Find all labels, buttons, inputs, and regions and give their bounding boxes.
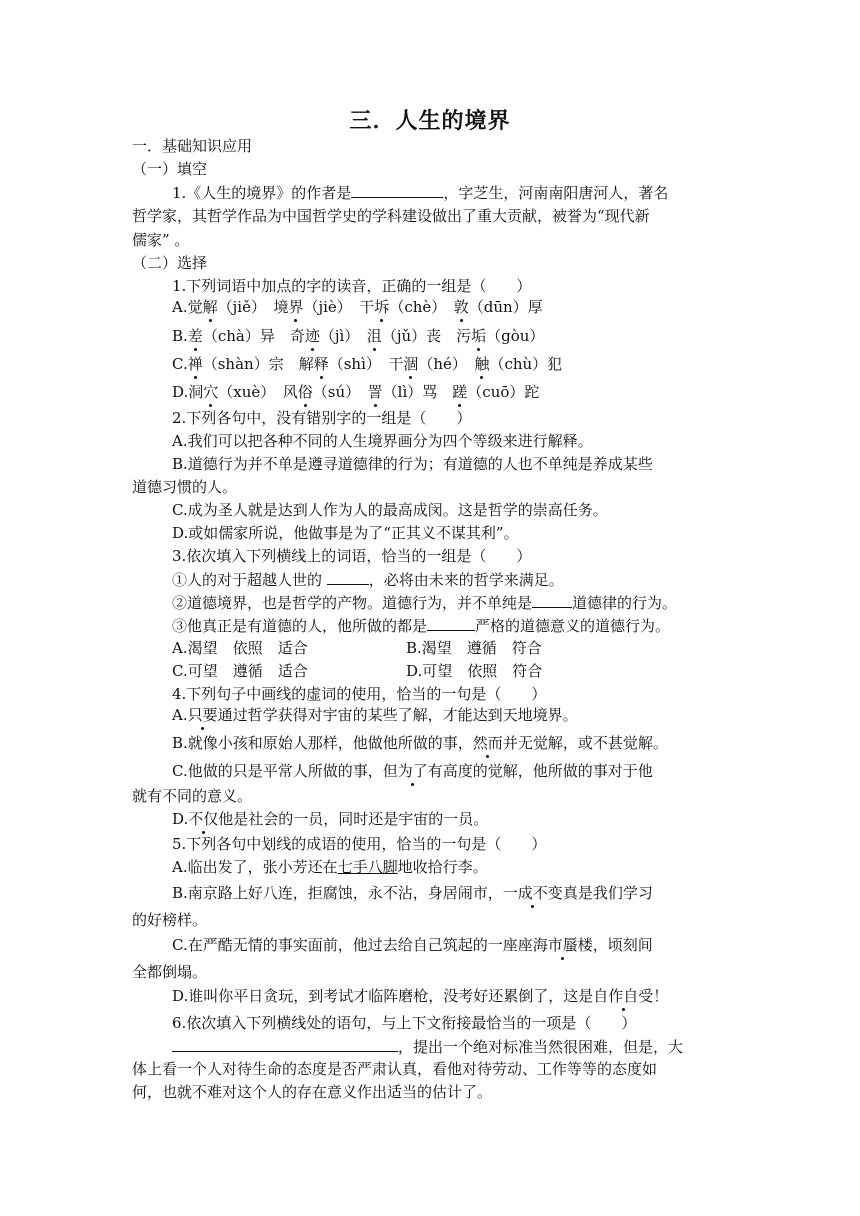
q6-line-1: ，提出一个绝对标准当然很困难，但是，大	[172, 1036, 683, 1057]
q5-option-d: D.谁叫你平日贪玩，到考试才临阵磨枪，没考好还累倒了，这是自作自受！	[172, 987, 669, 1005]
q1-option-b: B.差（chà）异 奇迹（jì） 沮（jǔ）丧 污垢（gòu）	[172, 327, 545, 345]
q5-option-b-cont: 的好榜样。	[132, 911, 208, 929]
q1-option-a: A.觉解（jiě） 境界（jiè） 干坼（chè） 敦（dūn）厚	[172, 298, 543, 316]
q1-option-d: D.洞穴（xuè） 风俗（sú） 詈（lì）骂 蹉（cuō）跎	[172, 383, 540, 401]
q2-option-b: B.道德行为并不单是遵寻道德律的行为；有道德的人也不单纯是养成某些	[172, 455, 653, 473]
q3-sentence-3: ③他真正是有道德的人，他所做的都是 严格的道德意义的道德行为。	[172, 617, 671, 635]
subsection-fill: （一）填空	[132, 160, 208, 178]
answer-blank[interactable]	[327, 569, 369, 585]
q5-option-c: C.在严酷无情的事实面前，他过去给自己筑起的一座座海市蜃楼，顷刻间	[172, 936, 653, 954]
q5-option-b: B.南京路上好八连，拒腐蚀，永不沾，身居闹市，一成不变真是我们学习	[172, 884, 653, 902]
q6-line-2: 体上看一个人对待生命的态度是否严肃认真，看他对待劳动、工作等等的态度如	[132, 1060, 658, 1078]
q3-option-b: B.渴望 遵循 符合	[406, 639, 542, 657]
q2-option-d: D.或如儒家所说，他做事是为了“正其义不谋其利”。	[172, 524, 519, 542]
q5-option-c-cont: 全都倒塌。	[132, 963, 208, 981]
fill-question-line-1: 1.《人生的境界》的作者是 ，字芝生，河南南阳唐河人，著名	[172, 184, 669, 202]
q2-option-c: C.成为圣人就是达到人作为人的最高成闵。这是哲学的崇高任务。	[172, 501, 608, 519]
q3-stem: 3.依次填入下列横线上的词语，恰当的一组是（ ）	[172, 547, 532, 565]
q1-option-c: C.禅（shàn）宗 解释（shì） 干涸（hé） 触（chù）犯	[172, 355, 563, 373]
q3-option-d: D.可望 依照 符合	[406, 662, 543, 680]
answer-blank[interactable]	[172, 1036, 398, 1052]
q5-option-a: A.临出发了，张小芳还在七手八脚地收拾行李。	[172, 858, 488, 876]
q4-option-d: D.不仅他是社会的一员，同时还是宇宙的一员。	[172, 810, 489, 828]
q1-stem: 1.下列词语中加点的字的读音，正确的一组是（ ）	[172, 277, 532, 295]
subsection-choice: （二）选择	[132, 254, 208, 272]
q4-option-c: C.他做的只是平常人所做的事，但为了有高度的觉解，他所做的事对于他	[172, 762, 653, 780]
q4-option-a: A.只要通过哲学获得对宇宙的某些了解，才能达到天地境界。	[172, 706, 578, 724]
q3-option-a: A.渴望 依照 适合	[172, 639, 308, 657]
q2-option-a: A.我们可以把各种不同的人生境界画分为四个等级来进行解释。	[172, 432, 593, 450]
fill-question-line-2: 哲学家，其哲学作品为中国哲学史的学科建设做出了重大贡献，被誉为“现代新	[132, 207, 650, 225]
q5-stem: 5.下列各句中划线的成语的使用，恰当的一句是（ ）	[172, 835, 547, 853]
answer-blank[interactable]	[532, 592, 572, 608]
q4-option-c-cont: 就有不同的意义。	[132, 787, 253, 805]
q3-option-c: C.可望 遵循 适合	[172, 662, 308, 680]
q2-option-b-cont: 道德习惯的人。	[132, 478, 238, 496]
q3-sentence-1: ①人的对于超越人世的 ，必将由未来的哲学来满足。	[172, 571, 564, 589]
q4-stem: 4.下列句子中画线的虚词的使用，恰当的一句是（ ）	[172, 685, 547, 703]
answer-blank[interactable]	[427, 615, 475, 631]
fill-question-line-3: 儒家” 。	[132, 231, 190, 249]
section-heading: 一．基础知识应用	[132, 137, 253, 155]
page-title: 三．人生的境界	[349, 108, 511, 134]
answer-blank[interactable]	[351, 182, 443, 198]
q6-stem: 6.依次填入下列横线处的语句，与上下文衔接最恰当的一项是（ ）	[172, 1014, 637, 1032]
q2-stem: 2.下列各句中，没有错别字的一组是（ ）	[172, 409, 472, 427]
q6-line-3: 何，也就不难对这个人的存在意义作出适当的估计了。	[132, 1083, 493, 1101]
q3-sentence-2: ②道德境界，也是哲学的产物。道德行为，并不单纯是 道德律的行为。	[172, 594, 678, 612]
q4-option-b: B.就像小孩和原始人那样，他做他所做的事，然而并无觉解，或不甚觉解。	[172, 734, 668, 752]
